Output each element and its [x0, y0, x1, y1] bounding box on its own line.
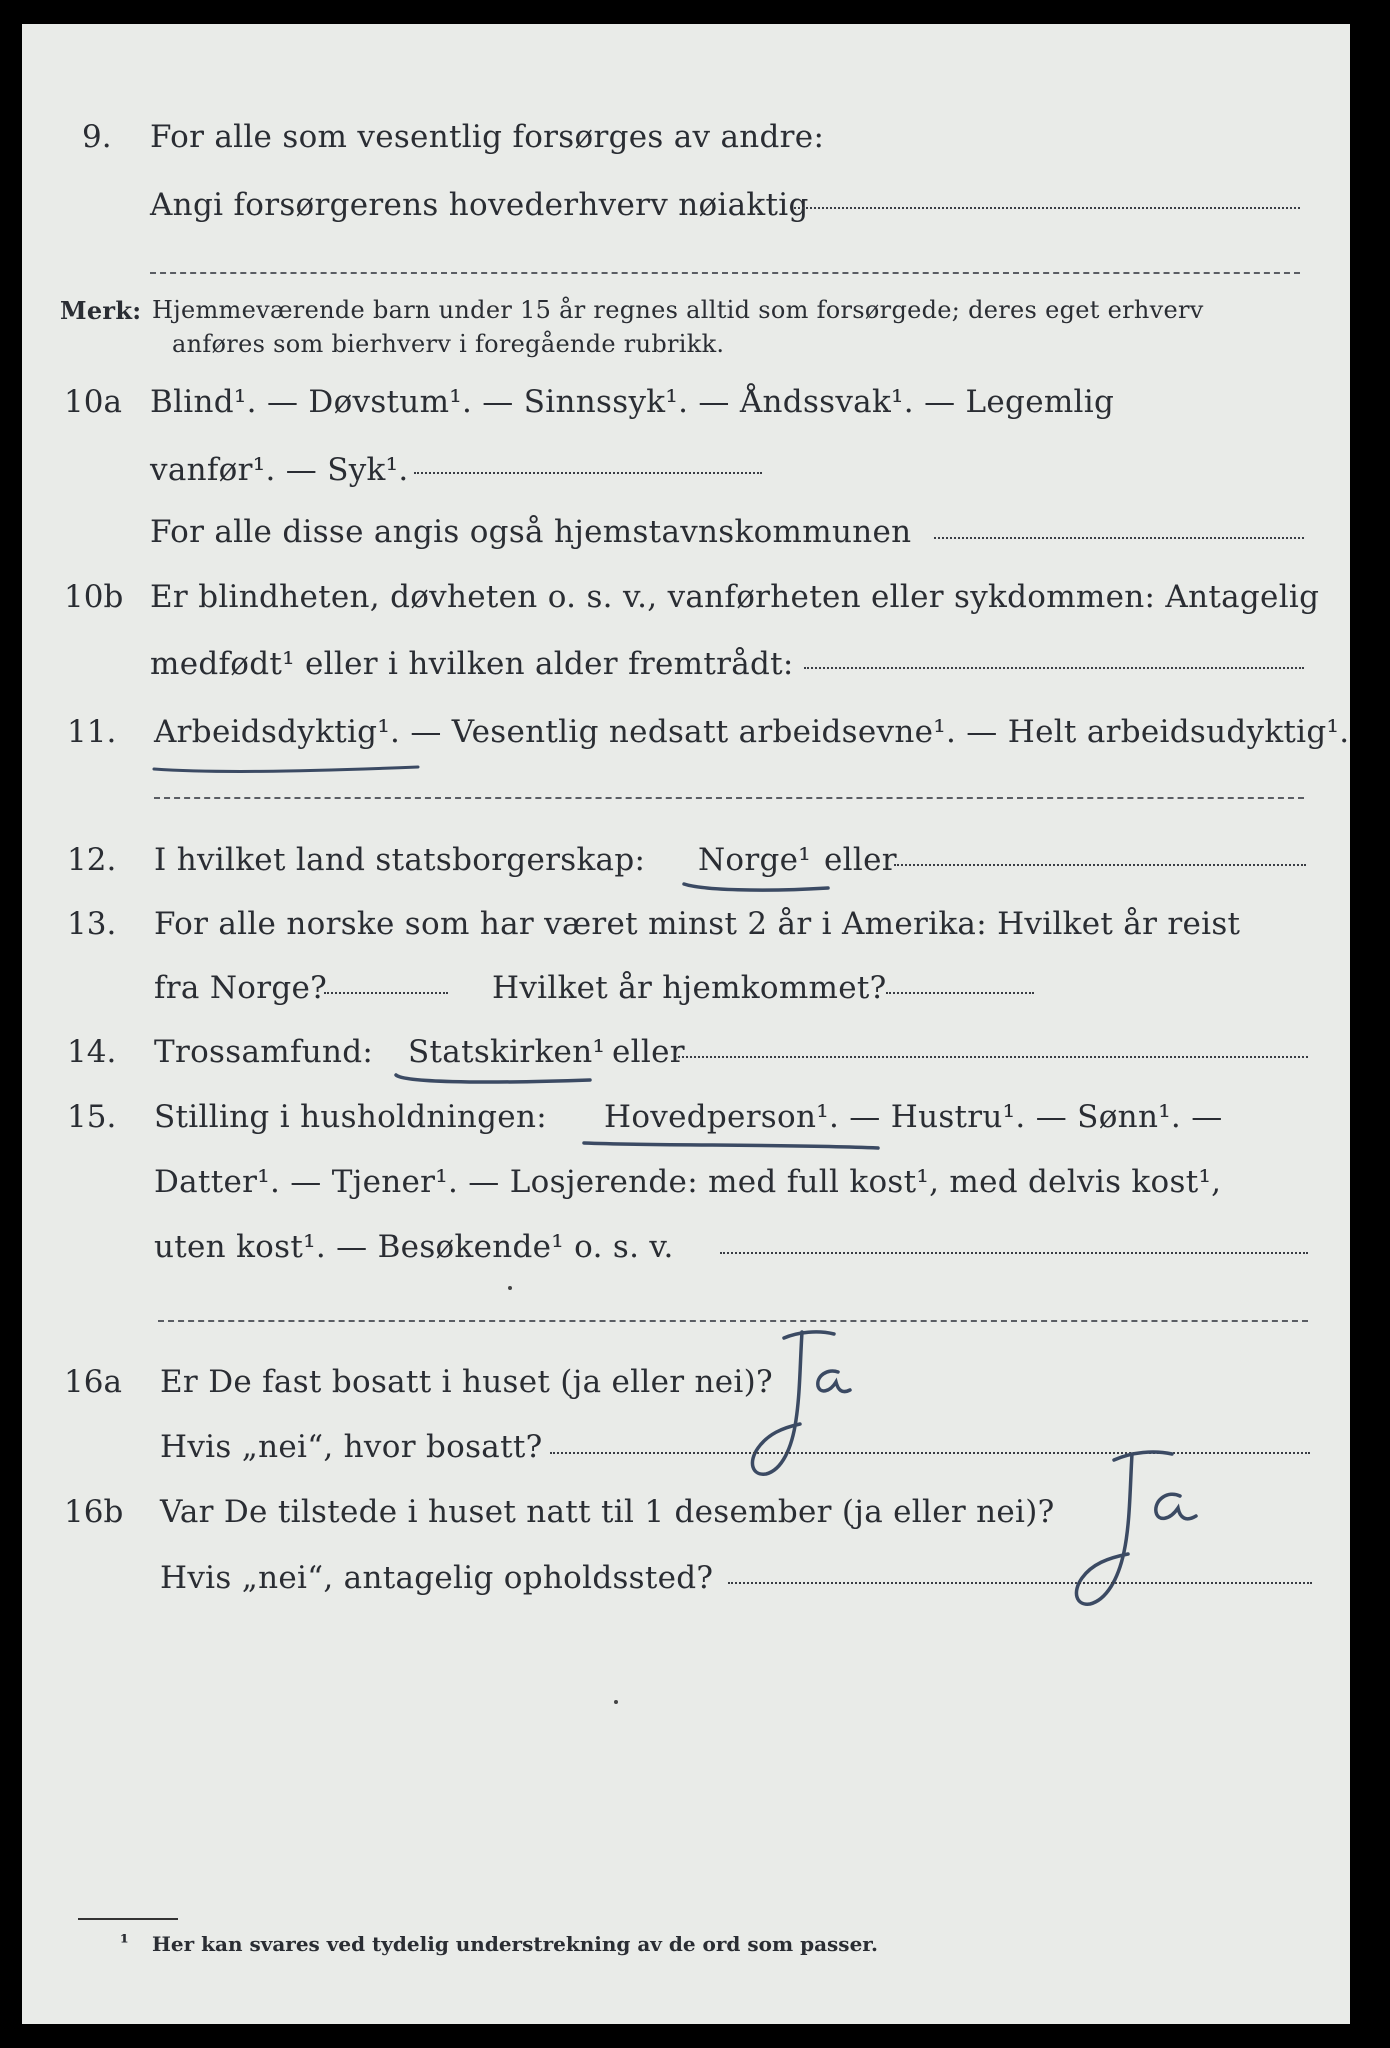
q16b-handwritten-answer: [1062, 1444, 1212, 1614]
q16a-line1: Er De fast bosatt i huset (ja eller nei)?: [160, 1364, 773, 1400]
q10a-kommune-line: [934, 537, 1304, 539]
q16b-line1: Var De tilstede i huset natt til 1 desember (ja eller nei)?: [160, 1494, 1055, 1530]
q16a-line2: Hvis „nei“, hvor bosatt?: [160, 1429, 543, 1465]
q15-line1b: Hovedperson¹. — Hustru¹. — Sønn¹. —: [604, 1099, 1223, 1135]
q10b-answer-line: [804, 667, 1304, 669]
q9-extra-line: [150, 272, 1300, 274]
scan-edge: [1350, 0, 1390, 2048]
q9-line1: For alle som vesentlig forsørges av andre:: [150, 119, 825, 155]
q13-reist-line: [324, 992, 448, 994]
q10b-line2: medfødt¹ eller i hvilken alder fremtrådt:: [150, 646, 794, 682]
footnote-text: Her kan svares ved tydelig understrekning av de ord som passer.: [152, 1932, 878, 1956]
q16b-number: 16b: [64, 1494, 124, 1530]
q11-line1: Arbeidsdyktig¹. — Vesentlig nedsatt arbeidsevne¹. — Helt arbeidsudyktig¹.: [154, 714, 1350, 750]
q16a-number: 16a: [64, 1364, 122, 1400]
merk-label: Merk:: [60, 296, 142, 325]
q11-number: 11.: [67, 714, 117, 750]
q12-number: 12.: [67, 842, 117, 878]
footnote-mark: ¹: [120, 1930, 129, 1954]
q11-handwritten-underline: [152, 761, 422, 775]
q12-answer-line: [894, 864, 1306, 866]
q10b-number: 10b: [64, 579, 124, 615]
q10a-line1: Blind¹. — Døvstum¹. — Sinnssyk¹. — Åndssvak¹. — Legemlig: [150, 384, 1115, 420]
ink-dot: [508, 1286, 512, 1290]
q14-text-eller: eller: [612, 1034, 685, 1070]
q16b-opholdssted-line: [728, 1582, 1312, 1584]
q9-number: 9.: [82, 119, 112, 155]
census-form-page: [22, 24, 1352, 2024]
q12-text-eller: eller: [824, 842, 897, 878]
q10a-number: 10a: [64, 384, 122, 420]
q14-handwritten-underline: [394, 1072, 594, 1086]
q15-number: 15.: [67, 1099, 117, 1135]
q9-answer-line: [794, 207, 1300, 209]
q13-line2a: fra Norge?: [154, 970, 328, 1006]
q9-line2: Angi forsørgerens hovederhverv nøiaktig: [150, 187, 809, 223]
q13-hjemkommet-line: [886, 992, 1034, 994]
q13-line2b: Hvilket år hjemkommet?: [492, 970, 887, 1006]
q15-answer-line: [720, 1252, 1308, 1254]
q14-number: 14.: [67, 1034, 117, 1070]
q14-text-statskirken: Statskirken¹: [408, 1034, 606, 1070]
q16a-handwritten-answer: [742, 1324, 862, 1484]
ink-dot: [614, 1700, 618, 1704]
q14-answer-line: [678, 1056, 1308, 1058]
merk-line2: anføres som bierhverv i foregående rubrikk.: [172, 330, 725, 358]
merk-line1: Hjemmeværende barn under 15 år regnes alltid som forsørgede; deres eget erhverv: [152, 296, 1204, 324]
q12-handwritten-underline: [682, 880, 832, 894]
q15-line1a: Stilling i husholdningen:: [154, 1099, 547, 1135]
q10a-line3: For alle disse angis også hjemstavnskommunen: [150, 514, 912, 550]
q13-number: 13.: [67, 906, 117, 942]
footnote-rule: [78, 1918, 178, 1920]
q15-handwritten-underline: [582, 1138, 882, 1152]
q11-extra-line: [154, 797, 1304, 799]
q15-line3: uten kost¹. — Besøkende¹ o. s. v.: [154, 1229, 674, 1265]
q16b-line2: Hvis „nei“, antagelig opholdssted?: [160, 1560, 714, 1596]
q10b-line1: Er blindheten, døvheten o. s. v., vanførheten eller sykdommen: Antagelig: [150, 579, 1320, 615]
q15-extra-line: [158, 1320, 1308, 1322]
q12-text-norge: Norge¹: [698, 842, 812, 878]
q12-text-a: I hvilket land statsborgerskap:: [154, 842, 646, 878]
q13-line1: For alle norske som har været minst 2 år i Amerika: Hvilket år reist: [154, 906, 1241, 942]
q10a-syk-line: [414, 472, 762, 474]
q10a-line2: vanfør¹. — Syk¹.: [150, 452, 409, 488]
q14-text-a: Trossamfund:: [154, 1034, 374, 1070]
q15-line2: Datter¹. — Tjener¹. — Losjerende: med full kost¹, med delvis kost¹,: [154, 1164, 1222, 1200]
